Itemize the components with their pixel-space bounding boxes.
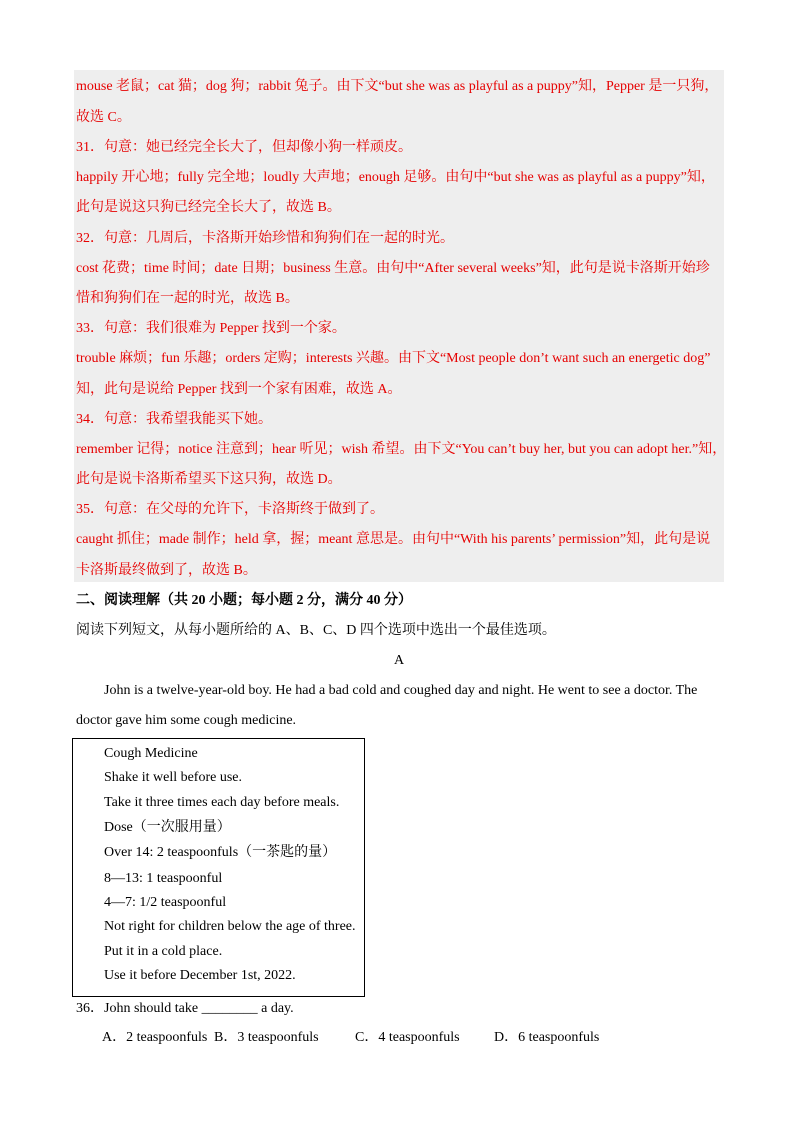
explanation-line: remember 记得；notice 注意到；hear 听见；wish 希望。由下文“You can’t buy her, but you can adopt her.”知， (76, 442, 727, 457)
explanation-line: 卡洛斯最终做到了，故选 B。 (76, 563, 257, 578)
explanation-line: 知，此句是说给 Pepper 找到一个家有困难，故选 A。 (76, 382, 402, 397)
medicine-label-line: Not right for children below the age of three. (104, 919, 356, 934)
option-b: B．3 teaspoonfuls (214, 1030, 319, 1045)
cough-medicine-label-box (72, 738, 365, 997)
explanation-line: 此句是说这只狗已经完全长大了，故选 B。 (76, 200, 341, 215)
medicine-label-line: 8—13: 1 teaspoonful (104, 871, 223, 886)
medicine-label-line: Use it before December 1st, 2022. (104, 968, 296, 983)
explanation-line: 35．句意：在父母的允许下，卡洛斯终于做到了。 (76, 502, 384, 517)
explanation-line: 32．句意：几周后，卡洛斯开始珍惜和狗狗们在一起的时光。 (76, 231, 454, 246)
medicine-label-line: Dose（一次服用量） (104, 820, 231, 835)
answer-explanations-panel (74, 70, 727, 582)
medicine-label-line: Cough Medicine (104, 746, 198, 761)
option-c: C．4 teaspoonfuls (355, 1030, 460, 1045)
explanation-line: cost 花费；time 时间；date 日期；business 生意。由句中“After several weeks”知，此句是说卡洛斯开始珍 (76, 261, 710, 276)
option-d: D．6 teaspoonfuls (494, 1030, 600, 1045)
explanation-line: mouse 老鼠；cat 猫；dog 狗；rabbit 兔子。由下文“but she was as playful as a puppy”知，Pepper 是一只狗， (76, 79, 719, 94)
question-stem: 36．John should take ________ a day. (76, 1001, 294, 1016)
explanation-line: happily 开心地；fully 完全地；loudly 大声地；enough 足够。由句中“but she was as playful as a puppy”知， (76, 170, 715, 185)
passage-line: John is a twelve-year-old boy. He had a bad cold and coughed day and night. He went to see a doctor. The (104, 683, 698, 698)
passage-label: A (394, 653, 405, 668)
explanation-line: 故选 C。 (76, 110, 131, 125)
section-heading: 二、阅读理解（共 20 小题；每小题 2 分，满分 40 分） (76, 593, 412, 608)
medicine-label-line: Put it in a cold place. (104, 944, 223, 959)
explanation-line: 34．句意：我希望我能买下她。 (76, 412, 272, 427)
explanation-line: 31．句意：她已经完全长大了，但却像小狗一样顽皮。 (76, 140, 412, 155)
explanation-line: caught 抓住；made 制作；held 拿，握；meant 意思是。由句中“With his parents’ permission”知，此句是说 (76, 532, 711, 547)
explanation-line: 此句是说卡洛斯希望买下这只狗，故选 D。 (76, 472, 342, 487)
explanation-line: 惜和狗狗们在一起的时光，故选 B。 (76, 291, 299, 306)
passage-line: doctor gave him some cough medicine. (76, 713, 297, 728)
medicine-label-line: Shake it well before use. (104, 770, 243, 785)
medicine-label-line: Over 14: 2 teaspoonfuls（一茶匙的量） (104, 845, 337, 860)
section-instruction: 阅读下列短文，从每小题所给的 A、B、C、D 四个选项中选出一个最佳选项。 (76, 623, 556, 638)
medicine-label-line: 4—7: 1/2 teaspoonful (104, 895, 227, 910)
explanation-line: trouble 麻烦；fun 乐趣；orders 定购；interests 兴趣。由下文“Most people don’t want such an energetic dog” (76, 351, 711, 366)
explanation-line: 33．句意：我们很难为 Pepper 找到一个家。 (76, 321, 346, 336)
option-a: A．2 teaspoonfuls (102, 1030, 208, 1045)
medicine-label-line: Take it three times each day before meals. (104, 795, 340, 810)
